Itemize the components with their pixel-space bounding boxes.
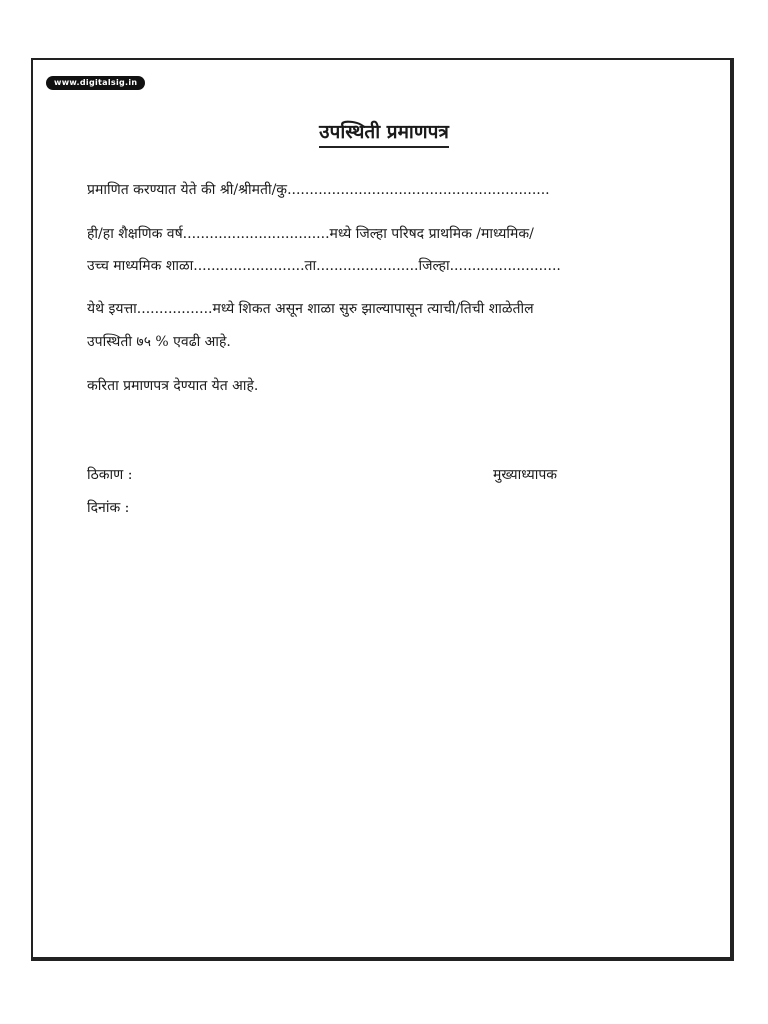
text-line-6: करिता प्रमाणपत्र देण्यात येत आहे. bbox=[87, 378, 259, 394]
headmaster-label: मुख्याध्यापक bbox=[493, 467, 558, 483]
text-line-3: उच्च माध्यमिक शाळा.........................ता.......................जिल्हा......................... bbox=[87, 258, 561, 274]
document-title-text: उपस्थिती प्रमाणपत्र bbox=[319, 121, 449, 148]
text-line-1: प्रमाणित करण्यात येते की श्री/श्रीमती/कु........................................................... bbox=[87, 182, 550, 198]
website-badge: www.digitalsig.in bbox=[46, 76, 145, 90]
date-label: दिनांक : bbox=[87, 500, 130, 516]
text-line-5: उपस्थिती ७५ % एवढी आहे. bbox=[87, 334, 231, 350]
text-line-2: ही/हा शैक्षणिक वर्ष.................................मध्ये जिल्हा परिषद प्राथमिक /माध्यमिक/ bbox=[87, 226, 534, 242]
document-title bbox=[0, 118, 768, 144]
text-line-4: येथे इयत्ता.................मध्ये शिकत असून शाळा सुरु झाल्यापासून त्याची/तिची शाळेतील bbox=[87, 301, 534, 317]
place-label: ठिकाण : bbox=[87, 467, 133, 483]
